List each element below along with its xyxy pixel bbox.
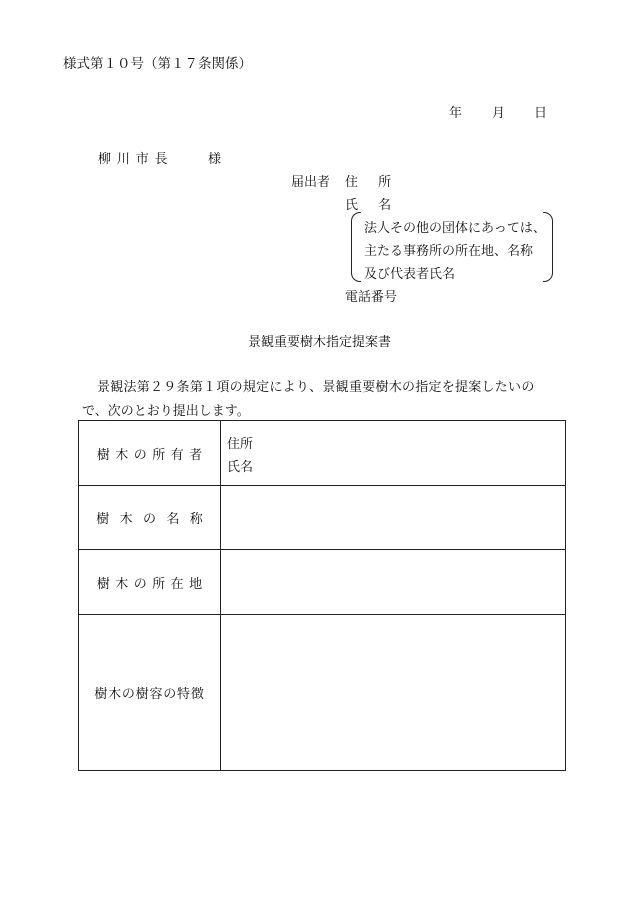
- tree-location-label: 樹木の所在地: [96, 576, 208, 592]
- document-title: 景観重要樹木指定提案書: [248, 335, 392, 350]
- tree-name-label: 樹木の名称: [96, 512, 214, 527]
- owner-value-cell[interactable]: [221, 421, 566, 486]
- table-row-tree-location: [79, 550, 566, 615]
- owner-name-label: 氏名: [227, 460, 254, 475]
- addressee-name: 柳川市長: [98, 152, 174, 167]
- phone-label: 電話番号: [345, 290, 398, 305]
- corporate-note-line-3: 及び代表者氏名: [364, 267, 456, 282]
- body-text-line-2: で、次のとおり提出します。: [82, 404, 250, 419]
- tree-location-value-cell[interactable]: [221, 550, 566, 615]
- table-row-tree-features: [79, 615, 566, 771]
- tree-name-value-cell[interactable]: [221, 486, 566, 550]
- tree-features-value-cell[interactable]: [221, 615, 566, 771]
- corporate-note-line-2: 主たる事務所の所在地、名称: [364, 244, 534, 259]
- owner-address-label: 住所: [227, 437, 254, 452]
- filer-address-label: 住所: [345, 175, 412, 190]
- body-text-line-1: 景観法第２９条第１項の規定により、景観重要樹木の指定を提案したいの: [97, 380, 535, 395]
- filer-label: 届出者: [291, 175, 331, 190]
- table-row-tree-name: [79, 486, 566, 550]
- tree-location-label-cell: [79, 550, 221, 615]
- date-day-label: 日: [534, 106, 548, 121]
- tree-features-label: 樹木の樹容の特徴: [94, 687, 205, 702]
- filer-name-label: 氏名: [345, 198, 412, 213]
- owner-label: 樹木の所有者: [96, 447, 208, 463]
- form-number: 様式第１０号（第１７条関係）: [63, 56, 252, 72]
- date-month-label: 月: [492, 106, 506, 121]
- owner-label-cell: [79, 421, 221, 486]
- table-row-owner: [79, 421, 566, 486]
- proposal-table: [78, 420, 566, 771]
- tree-name-label-cell: [79, 486, 221, 550]
- left-bracket-shape: [351, 212, 361, 282]
- date-year-label: 年: [449, 106, 463, 121]
- corporate-note-line-1: 法人その他の団体にあっては、: [364, 221, 546, 236]
- addressee-honorific: 様: [208, 152, 222, 167]
- tree-features-label-cell: [79, 615, 221, 771]
